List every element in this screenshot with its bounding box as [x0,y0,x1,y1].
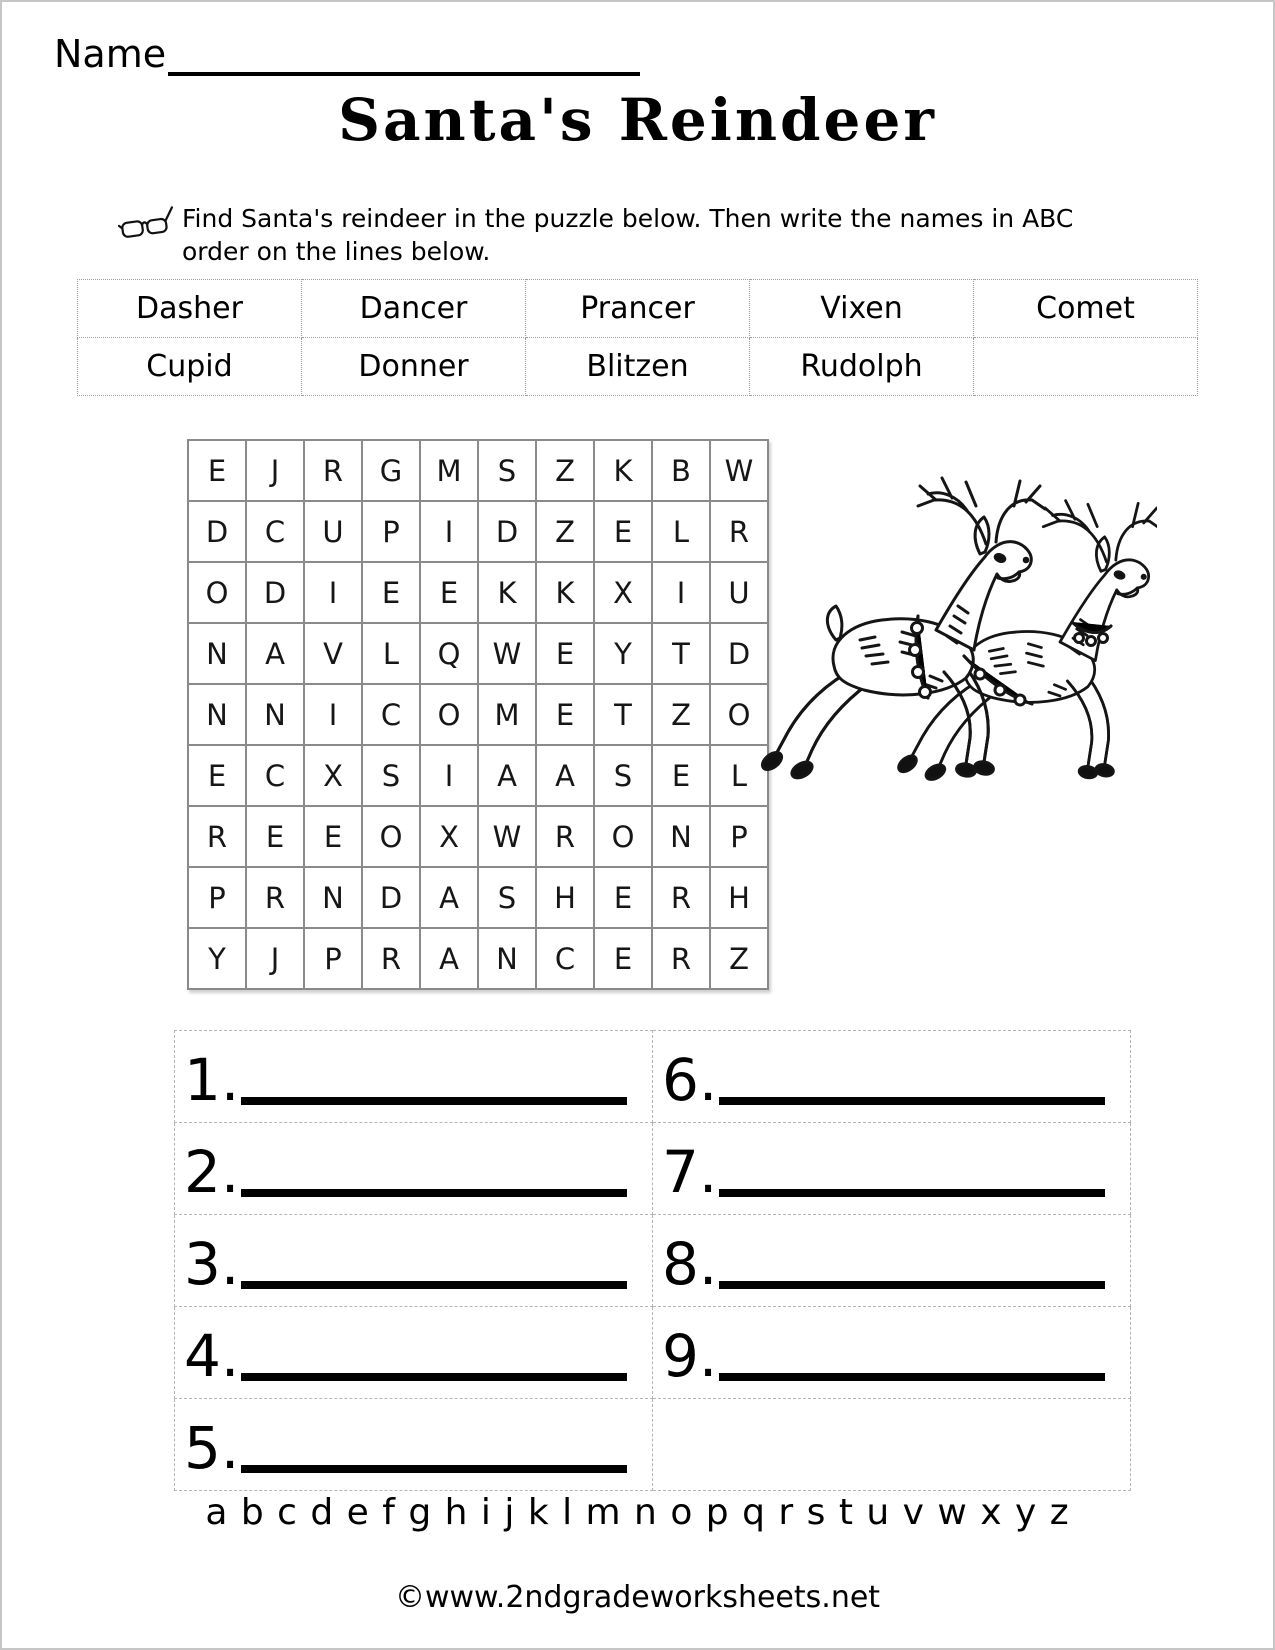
puzzle-cell: N [304,867,362,928]
word-bank-cell: Dancer [302,280,526,338]
puzzle-cell: W [710,440,768,501]
answer-number: 6. [662,1046,718,1114]
answer-number: 8. [662,1230,718,1298]
answer-number: 1. [184,1046,240,1114]
puzzle-cell: E [362,562,420,623]
answer-input-line[interactable] [241,1373,627,1381]
answer-number: 5. [184,1414,240,1482]
puzzle-cell: B [652,440,710,501]
answer-input-line[interactable] [241,1281,627,1289]
puzzle-cell: D [478,501,536,562]
word-bank-cell: Vixen [750,280,974,338]
answer-number: 7. [662,1138,718,1206]
puzzle-cell: E [536,623,594,684]
name-row [54,32,640,76]
puzzle-cell: V [304,623,362,684]
word-bank [77,279,1198,396]
answer-input-line[interactable] [241,1097,627,1105]
puzzle-cell: N [188,684,246,745]
answer-lines-table [174,1030,1131,1491]
puzzle-cell: N [188,623,246,684]
puzzle-cell: A [420,928,478,989]
puzzle-cell: I [304,684,362,745]
puzzle-cell: E [594,928,652,989]
puzzle-cell: N [246,684,304,745]
answer-cell [175,1307,653,1399]
word-bank-cell: Prancer [526,280,750,338]
puzzle-cell: J [246,440,304,501]
puzzle-cell: R [652,928,710,989]
puzzle-cell: Z [536,501,594,562]
puzzle-cell: P [710,806,768,867]
puzzle-cell: S [478,440,536,501]
answer-cell [653,1307,1131,1399]
puzzle-cell: U [304,501,362,562]
puzzle-cell: O [362,806,420,867]
word-bank-cell: Donner [302,338,526,396]
puzzle-cell: W [478,806,536,867]
answer-number: 4. [184,1322,240,1390]
answer-input-line[interactable] [719,1373,1105,1381]
answer-number: 9. [662,1322,718,1390]
answer-cell [653,1123,1131,1215]
puzzle-cell: E [536,684,594,745]
puzzle-cell: E [188,440,246,501]
puzzle-cell: C [536,928,594,989]
puzzle-cell: U [710,562,768,623]
name-input-line[interactable] [168,32,640,76]
page-title: Santa's Reindeer [338,86,937,154]
answer-input-line[interactable] [241,1189,627,1197]
puzzle-cell: R [246,867,304,928]
word-bank-cell: Cupid [78,338,302,396]
puzzle-cell: R [536,806,594,867]
reindeer-illustration [742,450,1157,815]
puzzle-cell: J [246,928,304,989]
instructions [118,202,1118,268]
puzzle-cell: I [420,501,478,562]
puzzle-cell: G [362,440,420,501]
puzzle-cell: S [362,745,420,806]
answer-cell [653,1215,1131,1307]
puzzle-cell: P [304,928,362,989]
puzzle-cell: D [710,623,768,684]
puzzle-cell: S [594,745,652,806]
answer-input-line[interactable] [241,1465,627,1473]
puzzle-cell: Y [594,623,652,684]
answer-cell [653,1031,1131,1123]
puzzle-cell: A [246,623,304,684]
word-bank-cell: Blitzen [526,338,750,396]
footer-credit: ©www.2ndgradeworksheets.net [394,1580,881,1615]
puzzle-cell: M [478,684,536,745]
puzzle-cell: O [188,562,246,623]
word-bank-cell: Comet [974,280,1198,338]
puzzle-cell: R [652,867,710,928]
word-bank-cell: Rudolph [750,338,974,396]
puzzle-cell: X [594,562,652,623]
puzzle-cell: C [362,684,420,745]
puzzle-cell: Y [188,928,246,989]
puzzle-cell: A [420,867,478,928]
puzzle-cell: R [362,928,420,989]
puzzle-cell: M [420,440,478,501]
puzzle-cell: A [536,745,594,806]
puzzle-cell: R [710,501,768,562]
puzzle-cell: D [362,867,420,928]
puzzle-cell: T [652,623,710,684]
puzzle-cell: I [420,745,478,806]
puzzle-cell: I [652,562,710,623]
alphabet-strip: a b c d e f g h i j k l m n o p q r s t u v w x y z [205,1492,1070,1533]
puzzle-cell: Q [420,623,478,684]
puzzle-cell: X [304,745,362,806]
word-bank-cell [974,338,1198,396]
puzzle-cell: E [420,562,478,623]
puzzle-cell: H [710,867,768,928]
puzzle-cell: R [304,440,362,501]
instruction-text: Find Santa's reindeer in the puzzle below. Then write the names in ABC order on the lines below. [182,204,1074,266]
puzzle-cell: E [246,806,304,867]
puzzle-cell: Z [652,684,710,745]
word-bank-cell: Dasher [78,280,302,338]
puzzle-cell: P [188,867,246,928]
puzzle-cell: N [652,806,710,867]
puzzle-cell: Z [536,440,594,501]
answer-number: 2. [184,1138,240,1206]
answer-number: 3. [184,1230,240,1298]
puzzle-cell: E [304,806,362,867]
puzzle-cell: I [304,562,362,623]
answer-input-line[interactable] [719,1097,1105,1105]
word-search-grid [187,439,769,990]
puzzle-cell: N [478,928,536,989]
puzzle-cell: L [362,623,420,684]
puzzle-cell: D [246,562,304,623]
puzzle-cell: D [188,501,246,562]
eyeglasses-icon [118,206,176,246]
puzzle-cell: O [594,806,652,867]
puzzle-cell: K [594,440,652,501]
answer-input-line[interactable] [719,1281,1105,1289]
puzzle-cell: Z [710,928,768,989]
puzzle-cell: E [652,745,710,806]
answer-cell [175,1123,653,1215]
puzzle-cell: S [478,867,536,928]
answer-cell [175,1031,653,1123]
puzzle-cell: K [478,562,536,623]
puzzle-cell: X [420,806,478,867]
puzzle-cell: O [710,684,768,745]
puzzle-cell: L [710,745,768,806]
puzzle-cell: L [652,501,710,562]
puzzle-cell: T [594,684,652,745]
puzzle-cell: A [478,745,536,806]
puzzle-cell: E [188,745,246,806]
answer-cell [653,1399,1131,1491]
name-label: Name [54,32,167,76]
puzzle-cell: C [246,501,304,562]
answer-cell [175,1399,653,1491]
puzzle-cell: K [536,562,594,623]
answer-input-line[interactable] [719,1189,1105,1197]
puzzle-cell: W [478,623,536,684]
puzzle-cell: P [362,501,420,562]
answer-cell [175,1215,653,1307]
puzzle-cell: O [420,684,478,745]
puzzle-cell: C [246,745,304,806]
puzzle-cell: H [536,867,594,928]
puzzle-cell: E [594,501,652,562]
puzzle-cell: R [188,806,246,867]
puzzle-cell: E [594,867,652,928]
